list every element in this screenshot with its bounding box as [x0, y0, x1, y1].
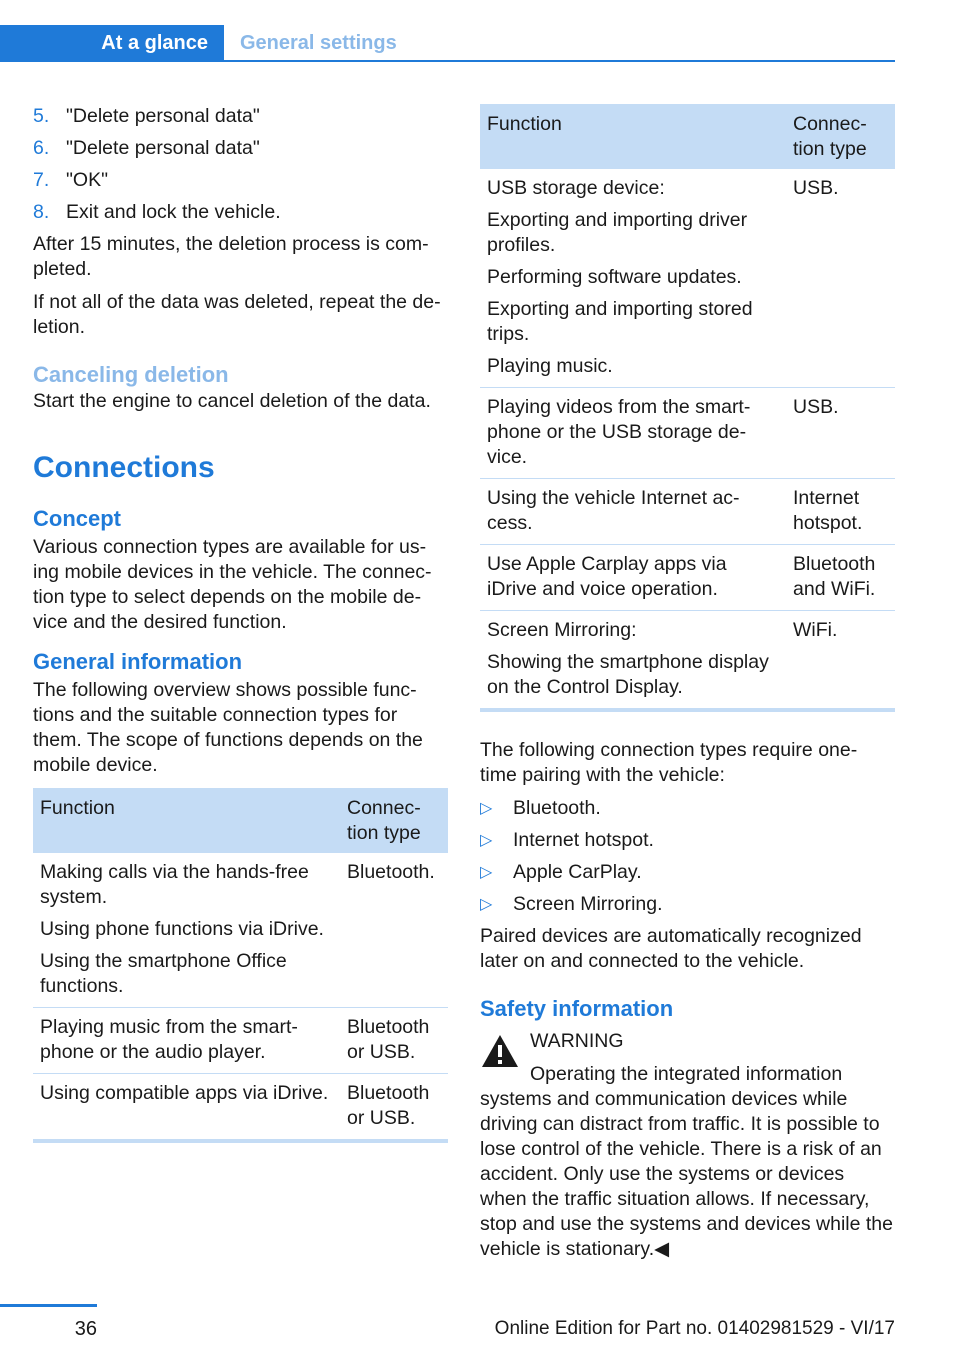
triangle-right-icon: ▷ [480, 896, 493, 913]
table-bottom-rule [33, 1139, 448, 1143]
cell-text: USB storage device: [487, 177, 665, 199]
table-cell: Using compatible apps via iDrive. [40, 1082, 329, 1104]
list-item-text: Internet hotspot. [513, 829, 654, 851]
warning-triangle-icon [480, 1033, 520, 1069]
step-number: 6. [33, 137, 50, 159]
table-cell: Internet hotspot. [786, 479, 895, 545]
list-item [480, 828, 895, 853]
table-row [33, 1008, 448, 1074]
table-row [480, 169, 895, 388]
function-table [480, 104, 895, 708]
paragraph: The following overview shows possible func‐ tions and the suitable connection types for them. The scope of functions depends on the mobile device. [33, 679, 423, 776]
step-text: "Delete personal data" [66, 137, 260, 159]
table-cell: Using the vehicle Internet ac‐ cess. [480, 479, 786, 545]
column-header: Connec‐ tion type [340, 788, 448, 853]
cell-text: Using phone functions via iDrive. [40, 918, 324, 940]
cell-text: Screen Mirroring: [487, 619, 637, 641]
list-item [480, 860, 895, 885]
table-row [33, 1074, 448, 1140]
table-header-row [33, 788, 448, 853]
cell-text: Making calls via the hands-free system. [40, 861, 309, 908]
paragraph: If not all of the data was deleted, repeat the de‐ letion. [33, 291, 441, 338]
table-bottom-rule [480, 708, 895, 712]
cell-text: Using the smartphone Office functions. [40, 950, 287, 997]
table-cell: Bluetooth. [340, 853, 448, 1008]
table-cell: Playing videos from the smart‐ phone or the USB storage de‐ vice. [480, 388, 786, 479]
step-text: "Delete personal data" [66, 105, 260, 127]
table-cell [480, 169, 786, 388]
column-header: Function [33, 788, 340, 853]
paragraph: The following connection types require one‐ time pairing with the vehicle: [480, 739, 858, 786]
right-column [480, 104, 895, 1262]
heading-connections: Connections [33, 451, 215, 484]
triangle-right-icon: ▷ [480, 832, 493, 849]
step-item [33, 200, 448, 225]
tab-general-settings[interactable] [224, 25, 397, 62]
list-item-text: Screen Mirroring. [513, 893, 663, 915]
warning-block [480, 1029, 895, 1262]
function-table [33, 788, 448, 1139]
list-item-text: Bluetooth. [513, 797, 601, 819]
list-item [480, 796, 895, 821]
step-number: 5. [33, 105, 50, 127]
table-cell [480, 611, 786, 709]
tab-label: General settings [240, 32, 397, 54]
page-number: 36 [74, 1318, 97, 1340]
table-row [480, 545, 895, 611]
heading-canceling-deletion: Canceling deletion [33, 362, 229, 387]
cell-text: Exporting and importing driver profiles. [487, 209, 748, 256]
paragraph: Various connection types are available for us‐ ing mobile devices in the vehicle. The connec‐ tion type to select depends on the mobile de‐ vice and the desired function. [33, 536, 432, 633]
tab-label: At a glance [101, 32, 208, 54]
paragraph: Start the engine to cancel deletion of the data. [33, 390, 431, 412]
column-header: Function [480, 104, 786, 169]
table-cell: Bluetooth or USB. [340, 1008, 448, 1074]
step-number: 7. [33, 169, 50, 191]
step-item [33, 168, 448, 193]
list-item [480, 892, 895, 917]
cell-text: Playing music. [487, 355, 613, 377]
paragraph: Paired devices are automatically recognized later on and connected to the vehicle. [480, 925, 862, 972]
table-row [480, 479, 895, 545]
table-cell: Playing music from the smart‐ phone or the audio player. [33, 1008, 340, 1074]
table-cell: WiFi. [793, 619, 838, 641]
heading-concept: Concept [33, 506, 121, 531]
tab-at-a-glance[interactable] [0, 25, 224, 62]
table-cell: Bluetooth and WiFi. [786, 545, 895, 611]
column-header: Connec‐ tion type [786, 104, 895, 169]
table-header-row [480, 104, 895, 169]
table-cell [33, 853, 340, 1008]
triangle-right-icon: ▷ [480, 864, 493, 881]
step-item [33, 136, 448, 161]
step-item [33, 104, 448, 129]
warning-title: WARNING [530, 1030, 624, 1052]
edition-note: Online Edition for Part no. 01402981529 - VI/17 [494, 1318, 895, 1339]
heading-general-information: General information [33, 649, 243, 674]
table-cell: Use Apple Carplay apps via iDrive and voice operation. [480, 545, 786, 611]
table-row [480, 611, 895, 709]
heading-safety-information: Safety information [480, 996, 674, 1021]
cell-text: Showing the smartphone display on the Control Display. [487, 651, 769, 698]
table-row [480, 388, 895, 479]
list-item-text: Apple CarPlay. [513, 861, 642, 883]
warning-text: Operating the integrated information systems and communication devices while driving can distract from traffic. It is possible to lose control of the vehicle. There is a risk of an accident. Only use the systems or devices when the traffic situation allows. If necessary, stop and use the systems and devices while the vehicle is stationary.◀ [480, 1063, 893, 1260]
footer-divider [0, 1304, 97, 1307]
cell-text: Exporting and importing stored trips. [487, 298, 753, 345]
header-divider [0, 60, 895, 62]
left-column [33, 104, 448, 1143]
paragraph: After 15 minutes, the deletion process is com‐ pleted. [33, 233, 429, 280]
table-row [33, 853, 448, 1008]
step-number: 8. [33, 201, 50, 223]
table-cell: USB. [786, 169, 895, 388]
table-cell: Bluetooth or USB. [347, 1082, 430, 1129]
triangle-right-icon: ▷ [480, 800, 493, 817]
table-cell: USB. [786, 388, 895, 479]
cell-text: Performing software updates. [487, 266, 742, 288]
step-text: "OK" [66, 169, 109, 191]
step-text: Exit and lock the vehicle. [66, 201, 281, 223]
